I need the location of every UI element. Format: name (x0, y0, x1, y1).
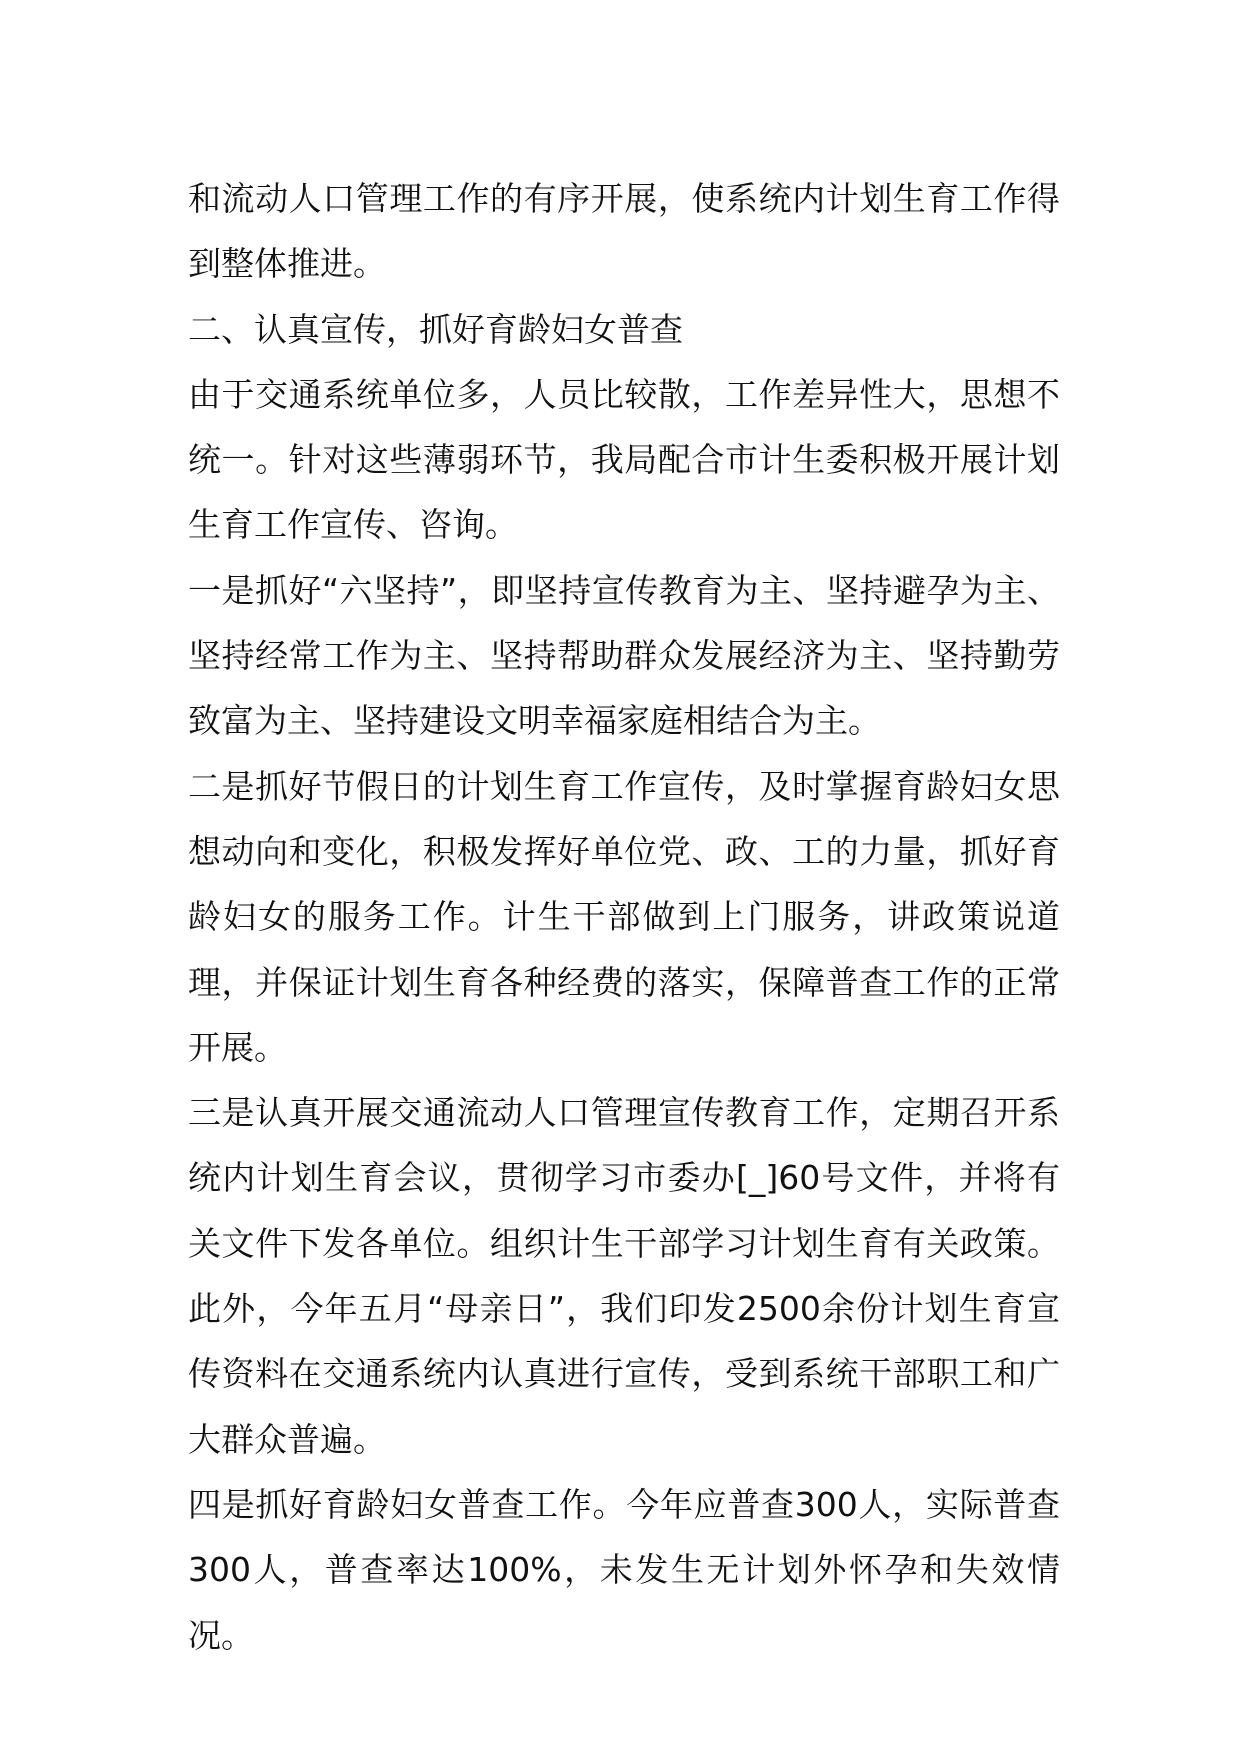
paragraph-item-1: 一是抓好“六坚持”，即坚持宣传教育为主、坚持避孕为主、坚持经常工作为主、坚持帮助群众发展经济为主、坚持勤劳致富为主、坚持建设文明幸福家庭相结合为主。 (188, 570, 1060, 741)
section-heading: 二、认真宣传，抓好育龄妇女普查 (188, 309, 683, 349)
paragraph-intro: 由于交通系统单位多，人员比较散，工作差异性大，思想不统一。针对这些薄弱环节，我局配合市计生委积极开展计划生育工作宣传、咨询。 (188, 374, 1060, 545)
paragraph-item-2: 二是抓好节假日的计划生育工作宣传，及时掌握育龄妇女思想动向和变化，积极发挥好单位党、政、工的力量，抓好育龄妇女的服务工作。计生干部做到上门服务，讲政策说道理，并保证计划生育各种经费的落实，保障普查工作的正常开展。 (188, 766, 1060, 1067)
paragraph-continuation: 和流动人口管理工作的有序开展，使系统内计划生育工作得到整体推进。 (188, 179, 1060, 284)
document-body (188, 166, 1060, 1668)
paragraph-item-4: 四是抓好育龄妇女普查工作。今年应普查300人，实际普查300人，普查率达100%，未发生无计划外怀孕和失效情况。 (188, 1484, 1060, 1655)
paragraph-item-3: 三是认真开展交通流动人口管理宣传教育工作，定期召开系统内计划生育会议，贯彻学习市委办[_]60号文件，并将有关文件下发各单位。组织计生干部学习计划生育有关政策。此外，今年五月“母亲日”，我们印发2500余份计划生育宣传资料在交通系统内认真进行宣传，受到系统干部职工和广大群众普遍。 (188, 1093, 1060, 1459)
